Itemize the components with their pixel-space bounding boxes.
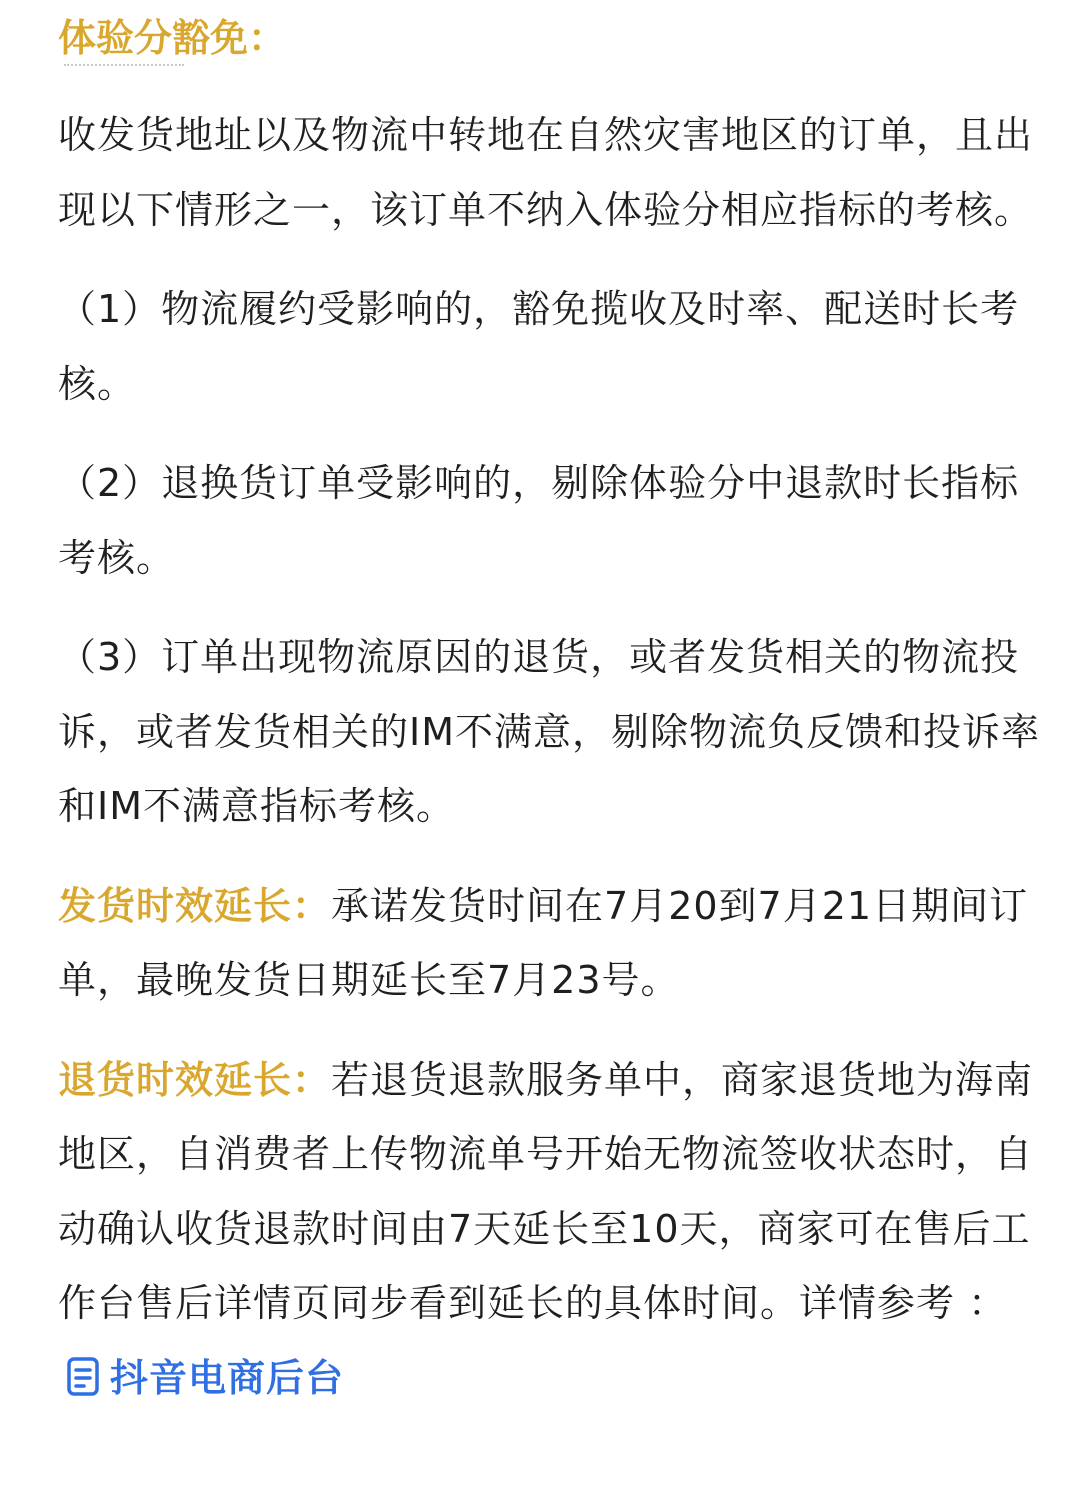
paragraph-ship-extension — [58, 869, 1048, 1018]
douyin-backend-link-text[interactable]: 抖音电商后台 — [110, 1355, 345, 1400]
refund-extension-label: 退货时效延长： — [58, 1057, 332, 1102]
ship-extension-label: 发货时效延长： — [58, 883, 332, 928]
douyin-backend-link[interactable] — [58, 1356, 344, 1400]
paragraph-item-3: （3）订单出现物流原因的退货，或者发货相关的物流投诉，或者发货相关的IM不满意，剔除物流负反馈和投诉率和IM不满意指标考核。 — [58, 635, 1040, 828]
refund-extension-text: 若退货退款服务单中，商家退货地为海南地区，自消费者上传物流单号开始无物流签收状态时，自动确认收货退款时间由7天延长至10天，商家可在售后工作台售后详情页同步看到延长的具体时间。详情参考 ： — [58, 1057, 1034, 1325]
paragraph-intro: 收发货地址以及物流中转地在自然灾害地区的订单，且出现以下情形之一，该订单不纳入体验分相应指标的考核。 — [58, 113, 1034, 232]
document-icon — [66, 1357, 102, 1397]
paragraph-item-2: （2）退换货订单受影响的，剔除体验分中退款时长指标考核。 — [58, 461, 1020, 580]
article-body — [58, 0, 1048, 1440]
section-heading: 体验分豁免： — [58, 16, 287, 60]
dotted-underline — [64, 64, 184, 66]
paragraph-item-1: （1）物流履约受影响的，豁免揽收及时率、配送时长考核。 — [58, 287, 1020, 406]
ship-extension-text: 承诺发货时间在7月20到7月21日期间订单，最晚发货日期延长至7月23号。 — [58, 883, 1029, 1002]
heading-block — [58, 0, 1048, 76]
paragraph-refund-extension — [58, 1043, 1048, 1416]
